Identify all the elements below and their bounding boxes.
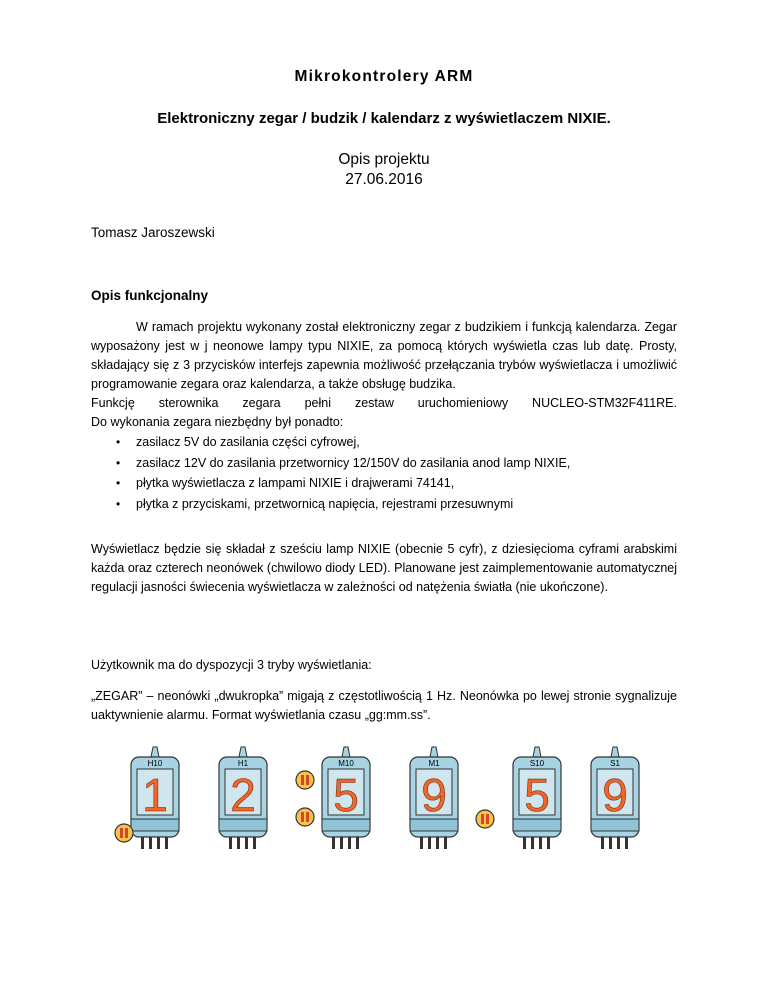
date: 27.06.2016	[345, 171, 423, 188]
list-item: • płytka wyświetlacza z lampami NIXIE i drajwerami 74141,	[91, 473, 677, 494]
tube-digit: 1	[142, 769, 168, 821]
course-title: Mikrokontrolery ARM	[294, 68, 474, 85]
requirements-list	[91, 432, 677, 514]
section-heading: Opis funkcjonalny	[91, 288, 209, 303]
word: zegara	[242, 396, 281, 410]
tube-digit: 2	[230, 769, 256, 821]
colon-neon-icon	[296, 771, 314, 789]
colon-neon-icon	[476, 810, 494, 828]
tube-label: S10	[529, 759, 545, 768]
paragraph-3: Użytkownik ma do dyspozycji 3 tryby wyświetlania:	[91, 658, 372, 672]
nixie-tube-h10	[131, 747, 179, 849]
word: Funkcję	[91, 396, 135, 410]
tube-digit: 9	[602, 769, 628, 821]
list-item: • zasilacz 5V do zasilania części cyfrowej,	[91, 432, 677, 453]
tube-label: M10	[338, 759, 354, 768]
nixie-tube-s10	[513, 747, 561, 849]
tube-label: M1	[428, 759, 440, 768]
tube-label: H1	[237, 759, 249, 768]
colon-neon-icon	[296, 808, 314, 826]
subtitle-block	[0, 150, 768, 190]
nixie-tube-m10	[322, 747, 370, 849]
paragraph-1-spread-line	[91, 394, 677, 413]
paragraph-4: „ZEGAR” – neonówki „dwukropka” migają z częstotliwością 1 Hz. Neonówka po lewej stronie sygnalizuje uaktywnienie alarmu. Format wyświetlania czasu „gg:mm.ss”.	[91, 689, 677, 722]
word: sterownika	[158, 396, 219, 410]
subtitle: Opis projektu	[338, 151, 430, 168]
tube-digit: 5	[333, 769, 359, 821]
author: Tomasz Jaroszewski	[91, 225, 215, 240]
tube-label: S1	[610, 759, 620, 768]
paragraph-2: Wyświetlacz będzie się składał z sześciu lamp NIXIE (obecnie 5 cyfr), z dziesięcioma cyframi arabskimi każda oraz czterech neonówek (chwilowo diody LED). Planowane jest zaimplementowanie automatycznej regulacji jasności świecenia wyświetlacza w zależności od natężenia światła (nie ukończone).	[91, 542, 677, 594]
word: pełni	[304, 396, 331, 410]
paragraph-1-end: Do wykonania zegara niezbędny był ponadto:	[91, 415, 344, 429]
list-item: • zasilacz 12V do zasilania przetwornicy 12/150V do zasilania anod lamp NIXIE,	[91, 453, 677, 474]
tube-label: H10	[147, 759, 163, 768]
nixie-tube-h1	[219, 747, 267, 849]
list-item: • płytka z przyciskami, przetwornicą napięcia, rejestrami przesuwnymi	[91, 494, 677, 515]
tube-digit: 9	[421, 769, 447, 821]
word: zestaw	[354, 396, 394, 410]
project-title: Elektroniczny zegar / budzik / kalendarz z wyświetlaczem NIXIE.	[157, 110, 611, 127]
paragraph-1: W ramach projektu wykonany został elektroniczny zegar z budzikiem i funkcją kalendarza. Zegar wyposażony jest w j neonowe lampy typu NIXIE, za pomocą których wyświetla czas lub datę. Prosty, składający się z 3 przycisków interfejs zapewnia możliwość przełączania trybów wyświetlacza i umożliwić programowanie zegara oraz kalendarza, a także obsługę budzika.	[91, 320, 677, 391]
nixie-tube-m1	[410, 747, 458, 849]
nixie-display-illustration	[110, 745, 670, 855]
word: NUCLEO-STM32F411RE.	[532, 396, 677, 410]
word: uruchomieniowy	[417, 396, 509, 410]
nixie-tube-s1	[591, 747, 639, 849]
alarm-neon-icon	[115, 824, 133, 842]
tube-digit: 5	[524, 769, 550, 821]
